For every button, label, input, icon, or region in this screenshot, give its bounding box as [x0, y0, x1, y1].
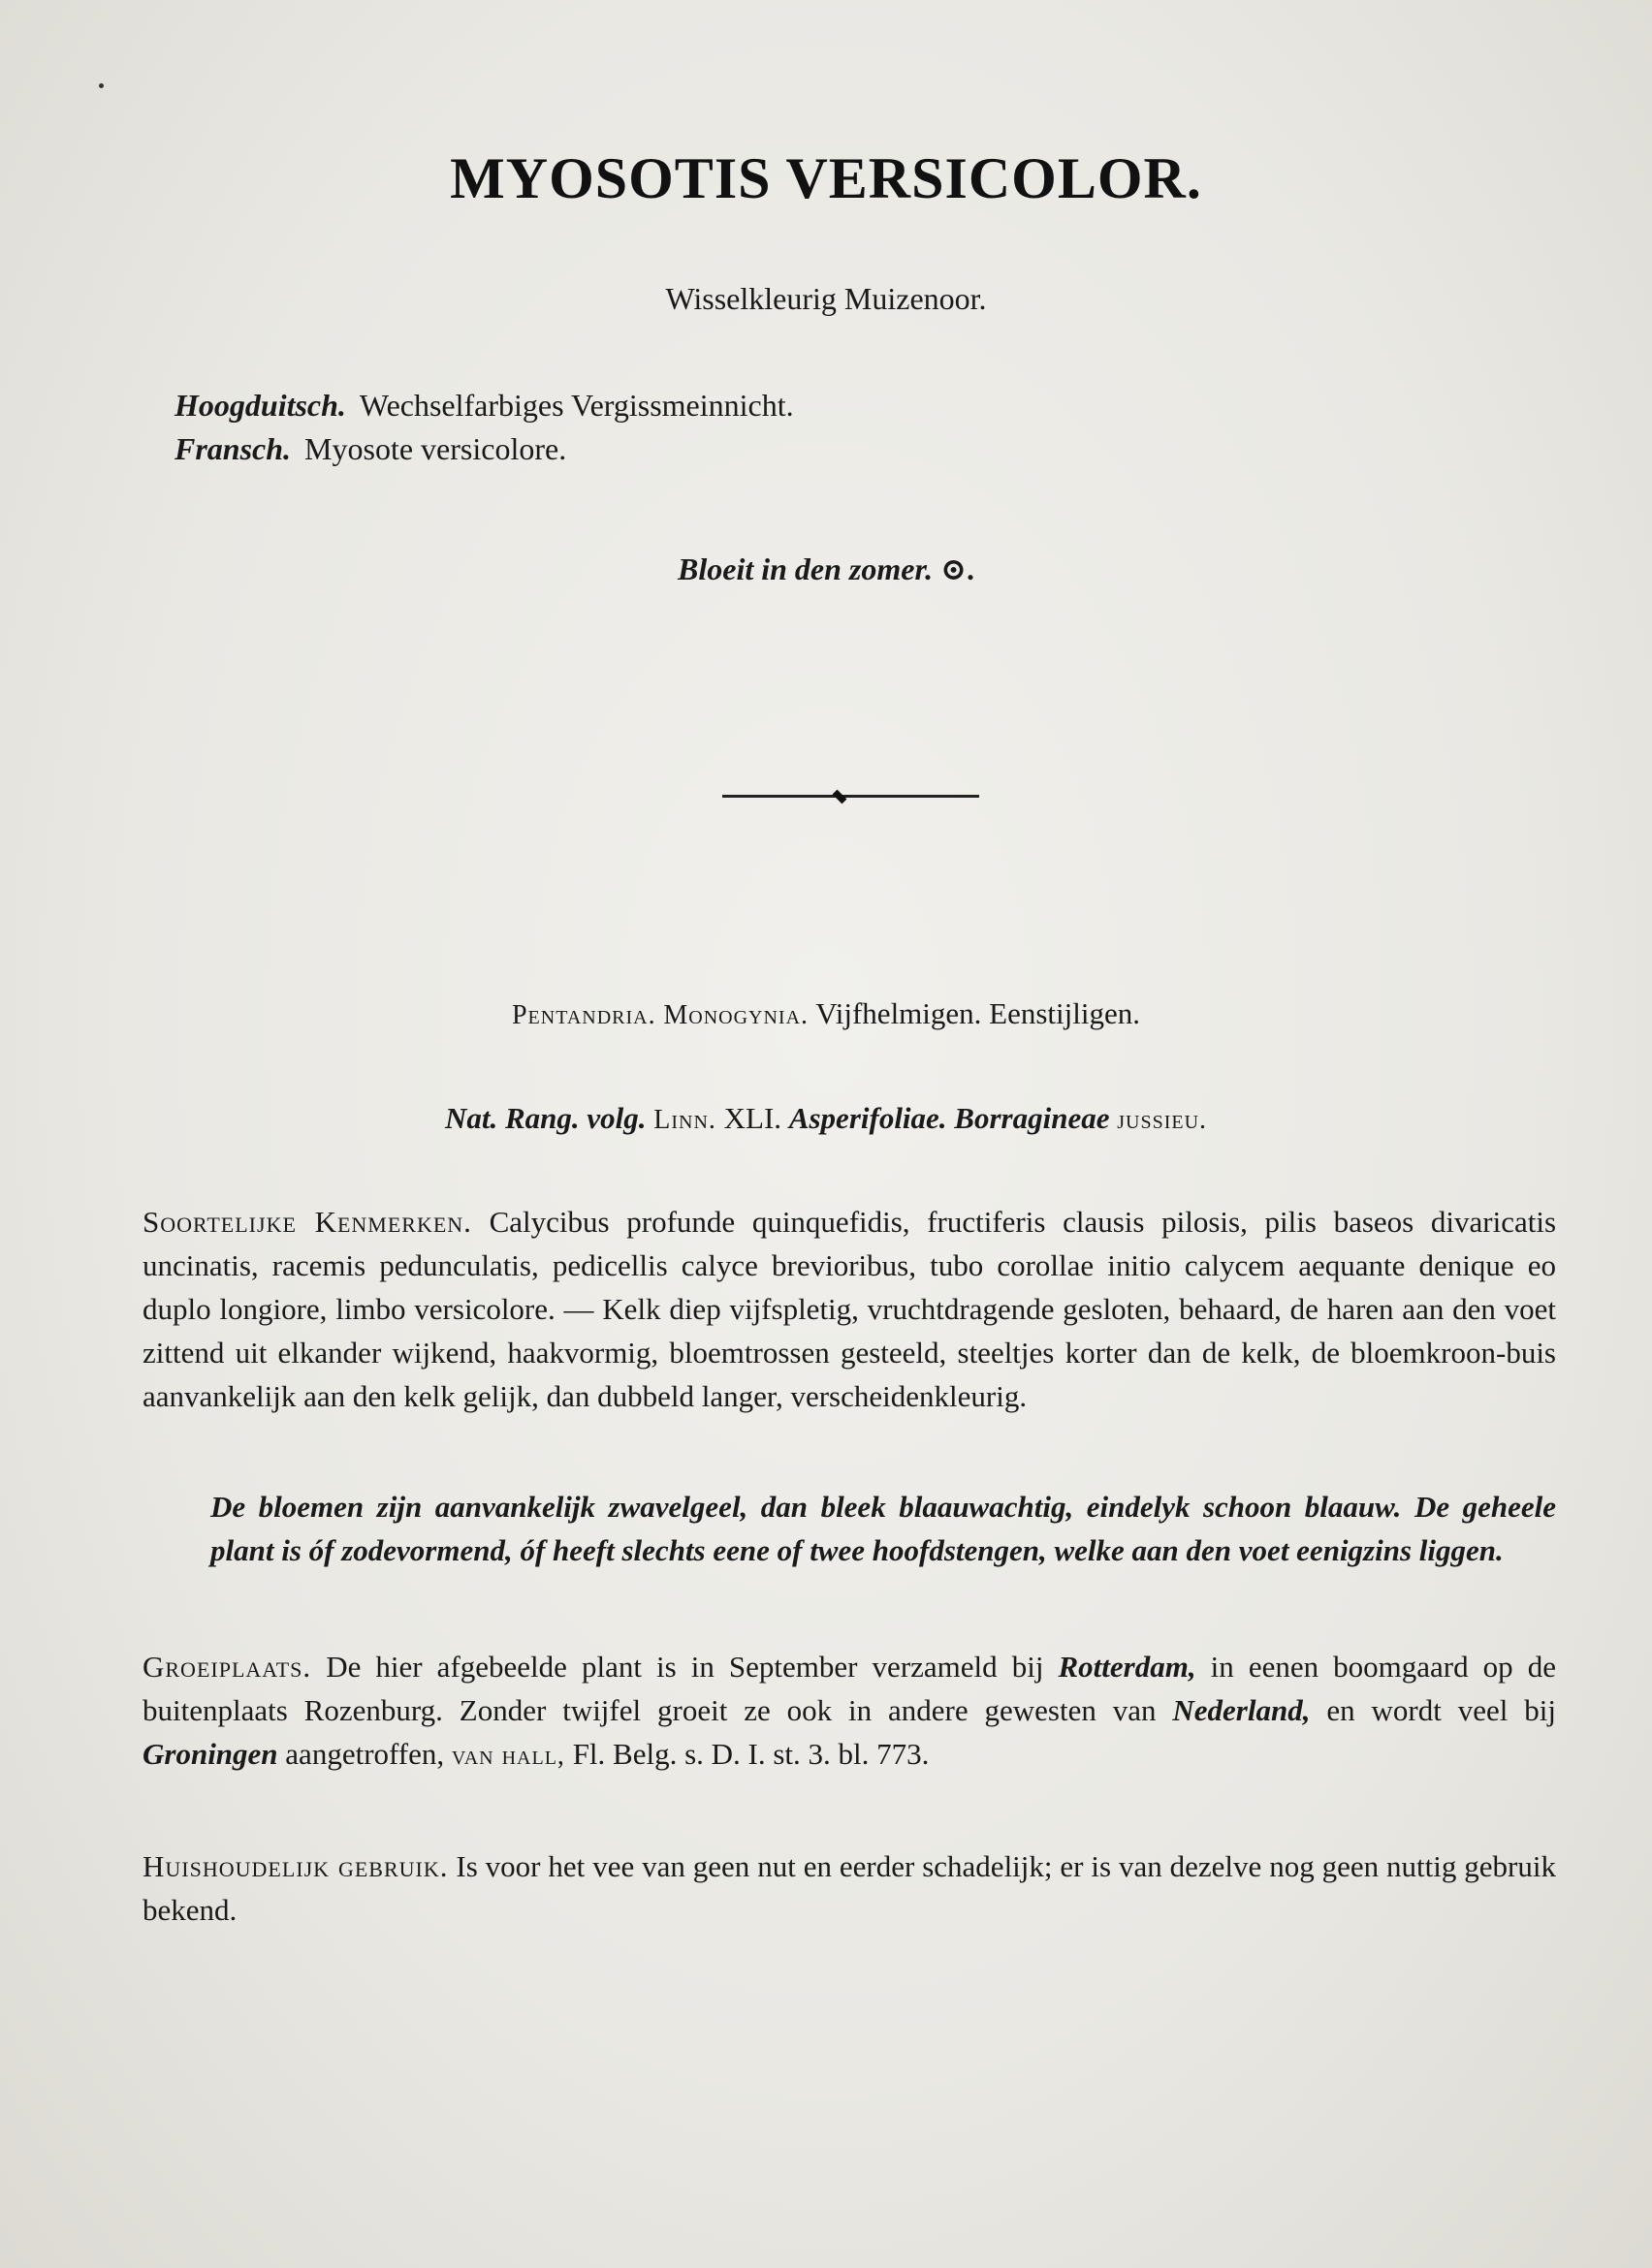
- family-name: Asperifoliae. Borragineae: [788, 1101, 1110, 1135]
- habitat-text: en wordt veel bij: [1326, 1693, 1557, 1727]
- ornamental-divider: [722, 795, 979, 798]
- blooming-text: Bloeit in den zomer.: [678, 551, 934, 586]
- annual-symbol-icon: ⊙.: [940, 551, 974, 586]
- habitat-text: De hier afgebeelde plant is in September verzameld bij: [326, 1650, 1044, 1684]
- common-name: Wechselfarbiges Vergissmeinnicht.: [359, 388, 794, 423]
- place-name: Nederland,: [1172, 1693, 1311, 1727]
- habitat-text: aangetroffen,: [285, 1737, 445, 1771]
- page-title: MYOSOTIS VERSICOLOR.: [450, 146, 1202, 210]
- section-label: Groeiplaats.: [143, 1650, 312, 1684]
- section-label: Huishoudelijk gebruik.: [143, 1849, 449, 1883]
- author-ref: van hall,: [451, 1741, 565, 1771]
- section-text: Calycibus profunde quinquefidis, fructiferis clausis pilosis, pilis baseos divaricatis uncinatis, racemis pedunculatis, pedicellis calyce brevioribus, tubo corollae initio calycem aequante denique eo duplo longiore, limbo versicolore. — Kelk diep vijfspletig, vruchtdragende gesloten, behaard, de haren aan den voet zittend uit elkander wijkend, haakvormig, bloemtrossen gesteeld, steeltjes korter dan de kelk, de bloemkroon-buis aanvankelijk aan den kelk gelijk, dan dubbeld langer, verscheidenkleurig.: [143, 1205, 1557, 1413]
- linnaeus-ref: Linn.: [653, 1105, 716, 1135]
- language-label: Hoogduitsch.: [175, 388, 346, 423]
- flower-note: De bloemen zijn aanvankelijk zwavelgeel, dan bleek blaauwachtig, eindelyk schoon blaauw. De geheele plant is óf zodevormend, óf heeft slechts eene of twee hoofdstengen, welke aan den voet eenigzins liggen.: [210, 1490, 1556, 1567]
- place-name: Groningen: [143, 1737, 278, 1771]
- name-french: [175, 431, 566, 467]
- dutch-name: Wisselkleurig Muizenoor.: [665, 281, 987, 316]
- divider-diamond-icon: [833, 790, 847, 804]
- blooming-season: [0, 551, 1652, 587]
- class-name: Pentandria.: [511, 1000, 656, 1030]
- language-label: Fransch.: [175, 431, 292, 466]
- linnaean-classification: [0, 996, 1652, 1031]
- ink-speck: [99, 83, 104, 88]
- place-name: Rotterdam,: [1058, 1650, 1196, 1684]
- habitat-section: [143, 1645, 1556, 1778]
- habitat-text: in eenen boomgaard op de buitenplaats Rozenburg. Zonder twijfel groeit ze ook in andere gewesten van: [143, 1650, 1557, 1727]
- rank-number: XLI.: [723, 1101, 782, 1135]
- species-characteristics: [143, 1200, 1556, 1418]
- section-text: Is voor het vee van geen nut en eerder schadelijk; er is van dezelve nog geen nuttig gebruik bekend.: [143, 1849, 1556, 1927]
- natural-rank-prefix: Nat. Rang. volg.: [444, 1101, 647, 1135]
- habitat-text: Fl. Belg. s. D. I. st. 3. bl. 773.: [572, 1737, 930, 1771]
- section-label: Soortelijke Kenmerken.: [143, 1205, 472, 1239]
- family-author: jussieu.: [1117, 1105, 1208, 1135]
- dutch-classification: Vijfhelmigen. Eenstijligen.: [815, 996, 1140, 1030]
- order-name: Monogynia.: [663, 1000, 810, 1030]
- household-use-section: [143, 1844, 1556, 1932]
- common-name: Myosote versicolore.: [304, 431, 567, 466]
- natural-rank: [0, 1101, 1652, 1136]
- name-german: [175, 388, 794, 424]
